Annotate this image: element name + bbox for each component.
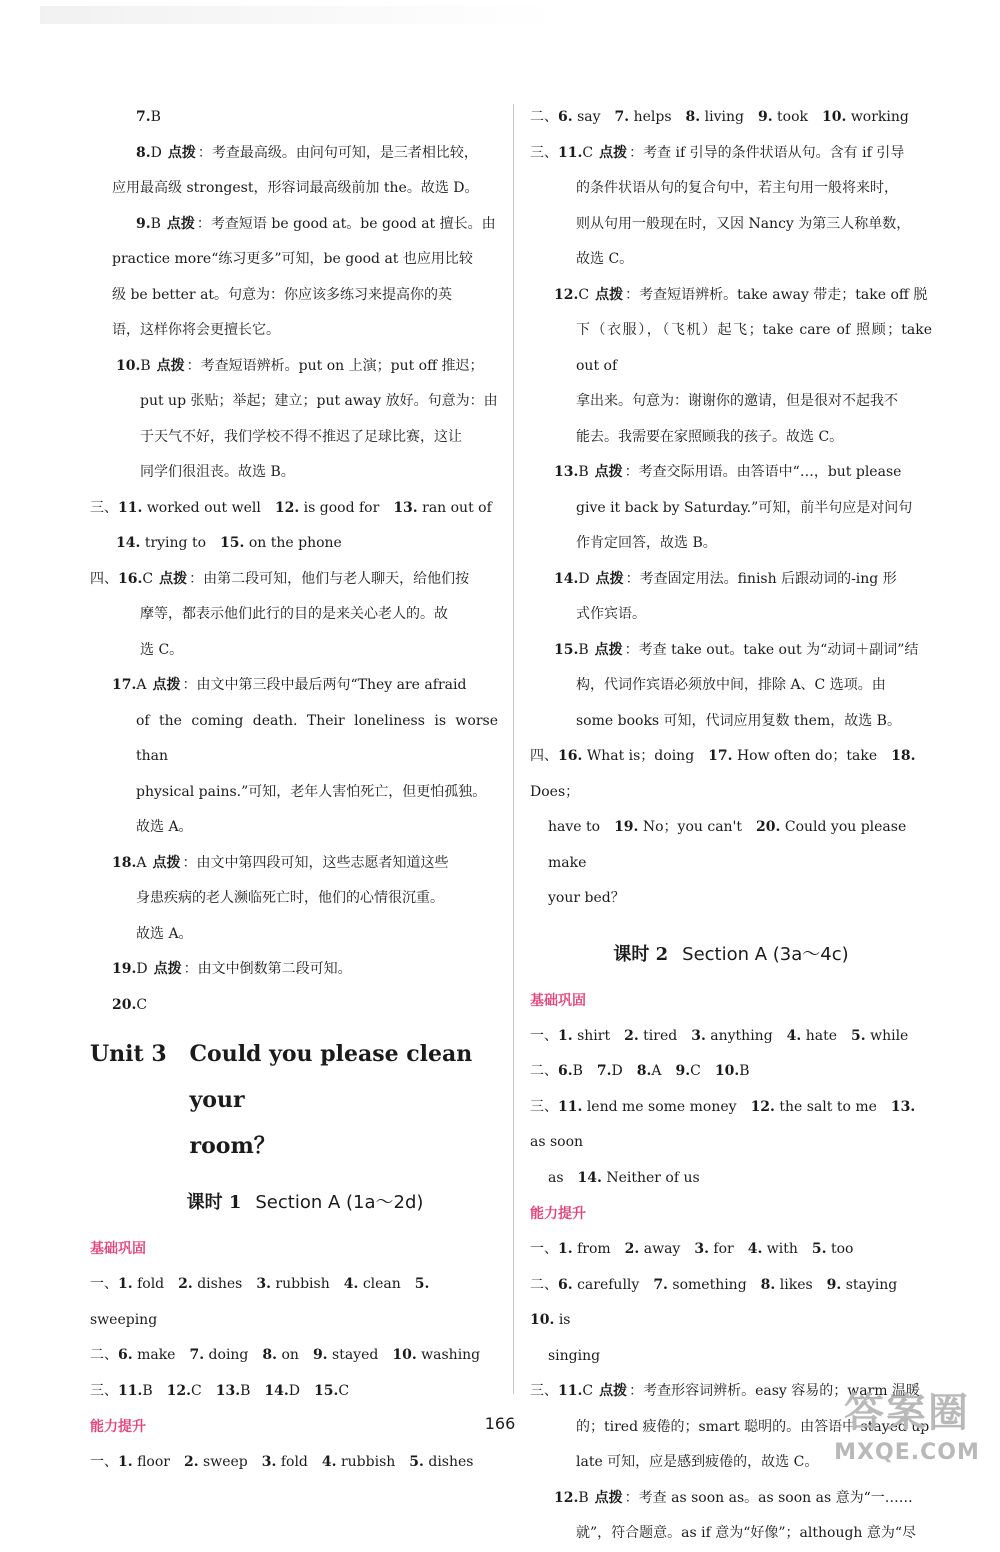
answers-11-15: 三、11. worked out well 12. is good for 13. ran out of 14. trying to 15. on the phone xyxy=(90,499,492,551)
right-row-6-10: 二、6. say 7. helps 8. living 9. took 10. working xyxy=(530,109,909,125)
answer-18: 18.A 点拨 ：由文中第四段可知，这些志愿者知道这些 身患疾病的老人濒临死亡时，他们的心情很沉重。 故选 A。 xyxy=(112,854,449,942)
right-answer-14: 14.D 点拨 ：考查固定用法。finish 后跟动词的-ing 形 式作宾语。 xyxy=(554,570,897,622)
answer-7: 7.B xyxy=(136,109,161,125)
column-divider xyxy=(513,104,514,1394)
unit-heading: Unit 3 Could you please clean your room？ xyxy=(90,1041,473,1159)
right-ability-improvement-tag: 能力提升 xyxy=(530,1206,586,1222)
right-answers-16-20: 四、16. What is；doing 17. How often do；take 18. Does； have to 19. No；you can't 20. Could you please make your bed？ xyxy=(530,748,916,906)
right-answer-15: 15.B 点拨 ：考查 take out。take out 为“动词＋副词”结 构，代词作宾语必须放中间，排除 A、C 选项。由 some books 可知，代词应用复数 them，故选 B。 xyxy=(554,641,919,729)
right-ability-answer-12: 12.B 点拨 ：考查 as soon as。as soon as 意为“一…… 就”，符合题意。as if 意为“好像”；although 意为“尽 xyxy=(554,1489,917,1541)
scan-edge-shadow xyxy=(40,6,560,24)
basic-consolidation-tag: 基础巩固 xyxy=(90,1241,146,1257)
right-basic-consolidation-tag: 基础巩固 xyxy=(530,992,586,1009)
right-ability-row-1: 一、1. from 2. away 3. for 4. with 5. too xyxy=(530,1241,854,1257)
right-basic-row-3: 三、11. lend me some money 12. the salt to me 13. as soon as 14. Neither of us xyxy=(530,1098,916,1186)
left-column xyxy=(90,100,498,1481)
watermark-logo: 答案圈 xyxy=(844,1390,970,1436)
answer-8: 8.D 点拨 ：考查最高级。由问句可知，是三者相比较， 应用最高级 strongest，形容词最高级前加 the。故选 D。 xyxy=(112,144,479,196)
answer-10: 10.B 点拨 ：考查短语辨析。put on 上演；put off 推迟； put up 张贴；举起；建立；put away 放好。句意为：由 于天气不好，我们学校不得不推迟了足球比赛，这让 同学们很沮丧。故选 B。 xyxy=(116,357,498,480)
answer-17: 17.A 点拨 ：由文中第三段中最后两句“They are afraid of the coming death. Their loneliness is worse than physical pains.”可知，老年人害怕死亡，但更怕孤独。 故选 A。 xyxy=(112,677,498,835)
right-answer-12: 12.C 点拨 ：考查短语辨析。take away 带走；take off 脱 下（衣服），（飞机）起飞；take care of 照顾；take out of 拿出来。句意为：谢谢你的邀请，但是很对不起我不 能去。我需要在家照顾我的孩子。故选 C。 xyxy=(554,286,932,445)
answer-19: 19.D 点拨 ：由文中倒数第二段可知。 xyxy=(112,961,352,977)
answer-16: 四、16.C 点拨 ：由第二段可知，他们与老人聊天，给他们按 摩等，都表示他们此行的目的是来关心老人的。故 选 C。 xyxy=(90,570,470,658)
right-ability-row-2: 二、6. carefully 7. something 8. likes 9. staying10. is singing xyxy=(530,1276,898,1364)
right-answer-11: 三、11.C 点拨 ：考查 if 引导的条件状语从句。含有 if 引导 的条件状语从句的复合句中，若主句用一般将来时， 则从句用一般现在时，又因 Nancy 为第三人称单数， 故选 C。 xyxy=(530,144,911,267)
basic-row-3: 三、11.B 12.C 13.B 14.D 15.C xyxy=(90,1382,350,1399)
right-basic-row-1: 一、1. shirt 2. tired 3. anything 4. hate 5. while xyxy=(530,1027,909,1044)
right-column xyxy=(530,100,932,1552)
answer-20: 20.C xyxy=(112,996,148,1013)
lesson-1-heading: 课时 1 Section A (1a～2d) xyxy=(186,1192,424,1213)
answer-9: 9.B 点拨 ：考查短语 be good at。be good at 擅长。由 practice more“练习更多”可知，be good at 也应用比较 级 be better at。句意为：你应该多练习来提高你的英 语，这样你将会更擅长它。 xyxy=(112,215,496,338)
basic-row-1: 一、1. fold 2. dishes 3. rubbish 4. clean 5. sweeping xyxy=(90,1276,430,1328)
right-basic-row-2: 二、6.B 7.D 8.A 9.C 10.B xyxy=(530,1063,750,1079)
lesson-2-heading: 课时 2 Section A (3a～4c) xyxy=(613,943,849,965)
right-ability-answer-11: 三、11.C 点拨 ：考查形容词辨析。easy 容易的；warm 温暖 的；tired 疲倦的；smart 聪明的。由答语中 stayed up late 可知，应是感到疲倦的，故选 C。 xyxy=(530,1383,930,1470)
right-answer-13: 13.B 点拨 ：考查交际用语。由答语中“…，but please give it back by Saturday.”可知，前半句应是对问句 作肯定回答，故选 B。 xyxy=(554,464,913,551)
ability-row-1: 一、1. floor 2. sweep 3. fold 4. rubbish 5. dishes xyxy=(90,1454,474,1470)
ability-improvement-tag: 能力提升 xyxy=(90,1419,146,1435)
site-watermark xyxy=(832,1388,982,1486)
page-number: 166 xyxy=(484,1414,516,1433)
basic-row-2: 二、6. make 7. doing 8. on 9. stayed 10. washing xyxy=(90,1347,481,1363)
watermark-site: MXQE.COM xyxy=(834,1440,980,1465)
